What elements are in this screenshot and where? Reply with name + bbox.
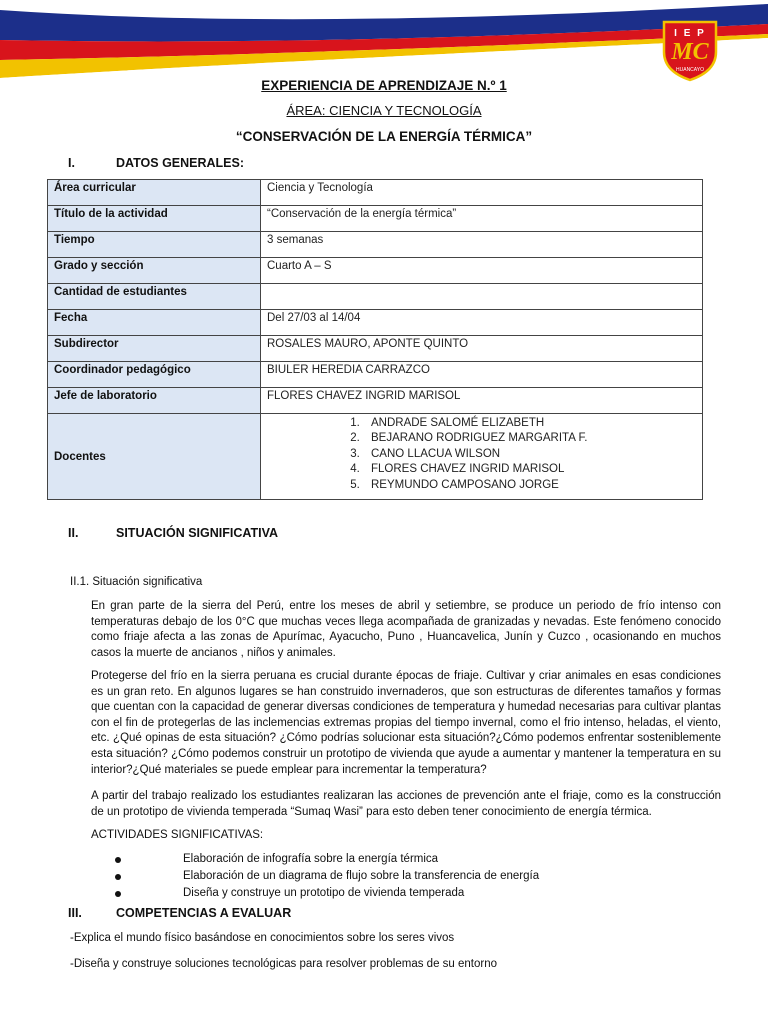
docentes-cell: [261, 414, 703, 500]
competencia-line: -Explica el mundo físico basándose en conocimientos sobre los seres vivos: [70, 932, 455, 944]
row-value: 3 semanas: [261, 232, 703, 258]
table-row-docentes: [48, 414, 703, 500]
actividades-list: [115, 853, 539, 904]
paragraph-friaje: En gran parte de la sierra del Perú, entre los meses de abril y setiembre, se produce un periodo de frío intenso con temperaturas debajo de los 0°C que muchas veces llega acompañada de granizadas y nevadas. Este fenómeno conocido como friaje afecta a las zonas de Apurímac, Ayacucho, Puno , Huancavelica, Junín y Cuzco , ocasionando en muchos casos la muerte de ancianos , niños y animales.: [91, 600, 721, 659]
table-row: [48, 258, 703, 284]
row-value: [261, 284, 703, 310]
list-item: [115, 853, 539, 870]
paragraph-proteccion: Protegerse del frío en la sierra peruana es crucial durante épocas de friaje. Cultivar y criar animales en esas condiciones es un gran reto. En algunos lugares se han construido invernaderos, que son estructuras de diferentes tamaños y formas que cuentan con la capacidad de generar diversas condiciones de temperatura y humedad necesarias para cultivar plantas con el fin de protegerlas de las inclemencias extremas propias del tiempo invernal, como el frio intenso, heladas, el viento, etc. ¿Qué opinas de esta situación? ¿Cómo podrías solucionar esta situación?¿Cómo podemos enfrentar sosteniblemente esta situación? ¿Cómo podemos construir un prototipo de vivienda que ayude a aumentar y mantener la temperatura en su interior?¿Qué materiales se puede emplear para incrementar la temperatura?: [91, 670, 721, 776]
header-banner: [0, 0, 768, 90]
list-item: 4. FLORES CHAVEZ INGRID MARISOL: [363, 462, 696, 477]
table-row: [48, 180, 703, 206]
list-item-text: Diseña y construye un prototipo de vivienda temperada: [183, 887, 465, 899]
row-value: Ciencia y Tecnología: [261, 180, 703, 206]
list-item: 2. BEJARANO RODRIGUEZ MARGARITA F.: [363, 431, 696, 446]
row-label: Área curricular: [48, 180, 261, 206]
section-number: I.: [68, 156, 75, 170]
row-value: Del 27/03 al 14/04: [261, 310, 703, 336]
row-label: Jefe de laboratorio: [48, 388, 261, 414]
table-row: [48, 232, 703, 258]
row-label: Fecha: [48, 310, 261, 336]
row-label: Coordinador pedagógico: [48, 362, 261, 388]
paragraph-prototipo: A partir del trabajo realizado los estudiantes realizaran las acciones de prevención ante el friaje, como es la construcción de un prototipo de vivienda temperada “Sumaq Wasi” para esto deben tener conocimiento de energía térmica.: [91, 790, 721, 818]
bullet-icon: [115, 891, 121, 897]
table-row: [48, 284, 703, 310]
list-item: 5. REYMUNDO CAMPOSANO JORGE: [363, 478, 696, 493]
datos-generales-table: [47, 179, 703, 500]
competencia-line: -Diseña y construye soluciones tecnológicas para resolver problemas de su entorno: [70, 958, 498, 970]
list-item: [115, 870, 539, 887]
list-item-text: Elaboración de un diagrama de flujo sobre la transferencia de energía: [183, 870, 540, 882]
experience-subtitle: “CONSERVACIÓN DE LA ENERGÍA TÉRMICA”: [235, 129, 533, 144]
logo-top-text: I E P: [674, 28, 706, 39]
section-title: DATOS GENERALES:: [116, 156, 245, 170]
section-number: II.: [68, 526, 79, 540]
actividades-title: ACTIVIDADES SIGNIFICATIVAS:: [91, 829, 264, 841]
row-value: “Conservación de la energía térmica”: [261, 206, 703, 232]
section-number: III.: [68, 906, 82, 920]
row-label: Subdirector: [48, 336, 261, 362]
section-title: SITUACIÓN SIGNIFICATIVA: [116, 526, 279, 540]
list-item: [115, 887, 539, 904]
logo-main-text: MC: [671, 39, 709, 65]
bullet-icon: [115, 857, 121, 863]
table-row: [48, 362, 703, 388]
bullet-icon: [115, 874, 121, 880]
row-value: Cuarto A – S: [261, 258, 703, 284]
area-title: ÁREA: CIENCIA Y TECNOLOGÍA: [286, 103, 482, 118]
table-row: [48, 388, 703, 414]
row-label: Cantidad de estudiantes: [48, 284, 261, 310]
row-label: Docentes: [48, 414, 261, 500]
row-value: ROSALES MAURO, APONTE QUINTO: [261, 336, 703, 362]
table-row: [48, 336, 703, 362]
document-title: EXPERIENCIA DE APRENDIZAJE N.º 1: [261, 78, 507, 93]
row-label: Tiempo: [48, 232, 261, 258]
subsection-title: II.1. Situación significativa: [70, 576, 203, 588]
list-item: 1. ANDRADE SALOMÉ ELIZABETH: [363, 416, 696, 431]
list-item-text: Elaboración de infografía sobre la energía térmica: [183, 853, 439, 865]
docentes-list: [267, 416, 696, 493]
row-label: Grado y sección: [48, 258, 261, 284]
logo-sub-text: HUANCAYO: [676, 67, 704, 73]
row-value: FLORES CHAVEZ INGRID MARISOL: [261, 388, 703, 414]
row-value: BIULER HEREDIA CARRAZCO: [261, 362, 703, 388]
section-title: COMPETENCIAS A EVALUAR: [116, 906, 292, 920]
table-row: [48, 310, 703, 336]
row-label: Título de la actividad: [48, 206, 261, 232]
list-item: 3. CANO LLACUA WILSON: [363, 447, 696, 462]
table-row: [48, 206, 703, 232]
